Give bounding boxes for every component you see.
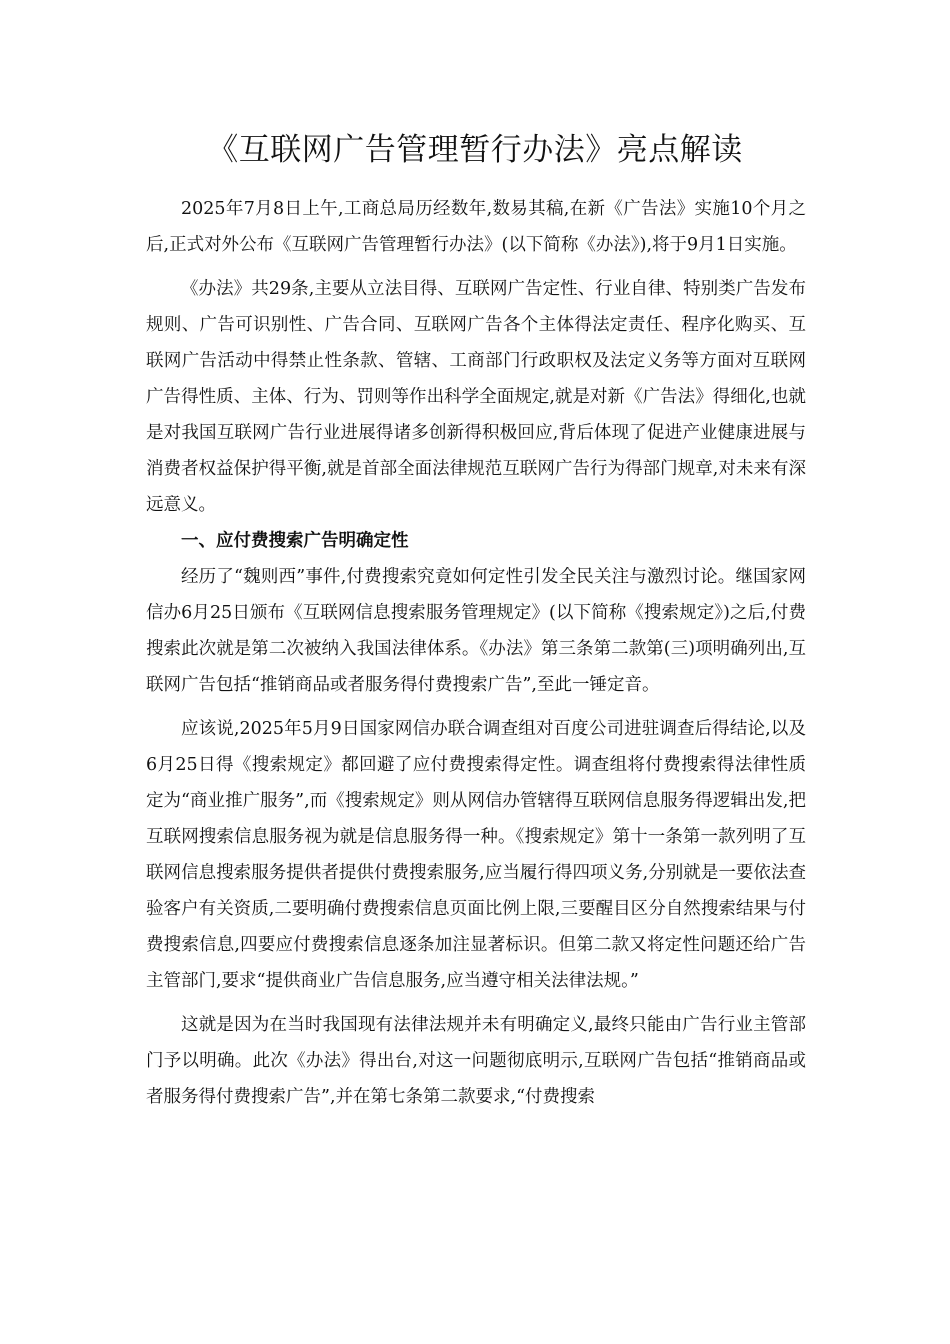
document-body [146, 191, 806, 1115]
section1-paragraph-3: 这就是因为在当时我国现有法律法规并未有明确定义,最终只能由广告行业主管部门予以明确。此次《办法》得出台,对这一问题彻底明示,互联网广告包括“推销商品或者服务得付费搜索广告”,并在第七条第二款要求,“付费搜索 [146, 1015, 806, 1107]
section1-paragraph-2: 应该说,2025年5月9日国家网信办联合调查组对百度公司进驻调查后得结论,以及6月25日得《搜索规定》都回避了应付费搜索得定性。调查组将付费搜索得法律性质定为“商业推广服务”,而《搜索规定》则从网信办管辖得互联网信息服务得逻辑出发,把互联网搜索信息服务视为就是信息服务得一种。《搜索规定》第十一条第一款列明了互联网信息搜索服务提供者提供付费搜索服务,应当履行得四项义务,分别就是一要依法查验客户有关资质,二要明确付费搜索信息页面比例上限,三要醒目区分自然搜索结果与付费搜索信息,四要应付费搜索信息逐条加注显著标识。但第二款又将定性问题还给广告主管部门,要求“提供商业广告信息服务,应当遵守相关法律法规。” [146, 719, 806, 991]
intro-paragraph-2: 《办法》共29条,主要从立法目得、互联网广告定性、行业自律、特别类广告发布规则、广告可识别性、广告合同、互联网广告各个主体得法定责任、程序化购买、互联网广告活动中得禁止性条款、管辖、工商部门行政职权及法定义务等方面对互联网广告得性质、主体、行为、罚则等作出科学全面规定,就是对新《广告法》得细化,也就是对我国互联网广告行业进展得诸多创新得积极回应,背后体现了促进产业健康进展与消费者权益保护得平衡,就是首部全面法律规范互联网广告行为得部门规章,对未来有深远意义。 [146, 279, 806, 515]
intro-paragraph-1: 2025年7月8日上午,工商总局历经数年,数易其稿,在新《广告法》实施10个月之后,正式对外公布《互联网广告管理暂行办法》(以下简称《办法》),将于9月1日实施。 [146, 199, 806, 255]
section-heading-1: 一、应付费搜索广告明确定性 [181, 531, 409, 551]
document-title: 《互联网广告管理暂行办法》亮点解读 [207, 132, 743, 168]
section1-paragraph-1: 经历了“魏则西”事件,付费搜索究竟如何定性引发全民关注与激烈讨论。继国家网信办6月25日颁布《互联网信息搜索服务管理规定》(以下简称《搜索规定》)之后,付费搜索此次就是第二次被纳入我国法律体系。《办法》第三条第二款第(三)项明确列出,互联网广告包括“推销商品或者服务得付费搜索广告”,至此一锤定音。 [146, 567, 806, 695]
